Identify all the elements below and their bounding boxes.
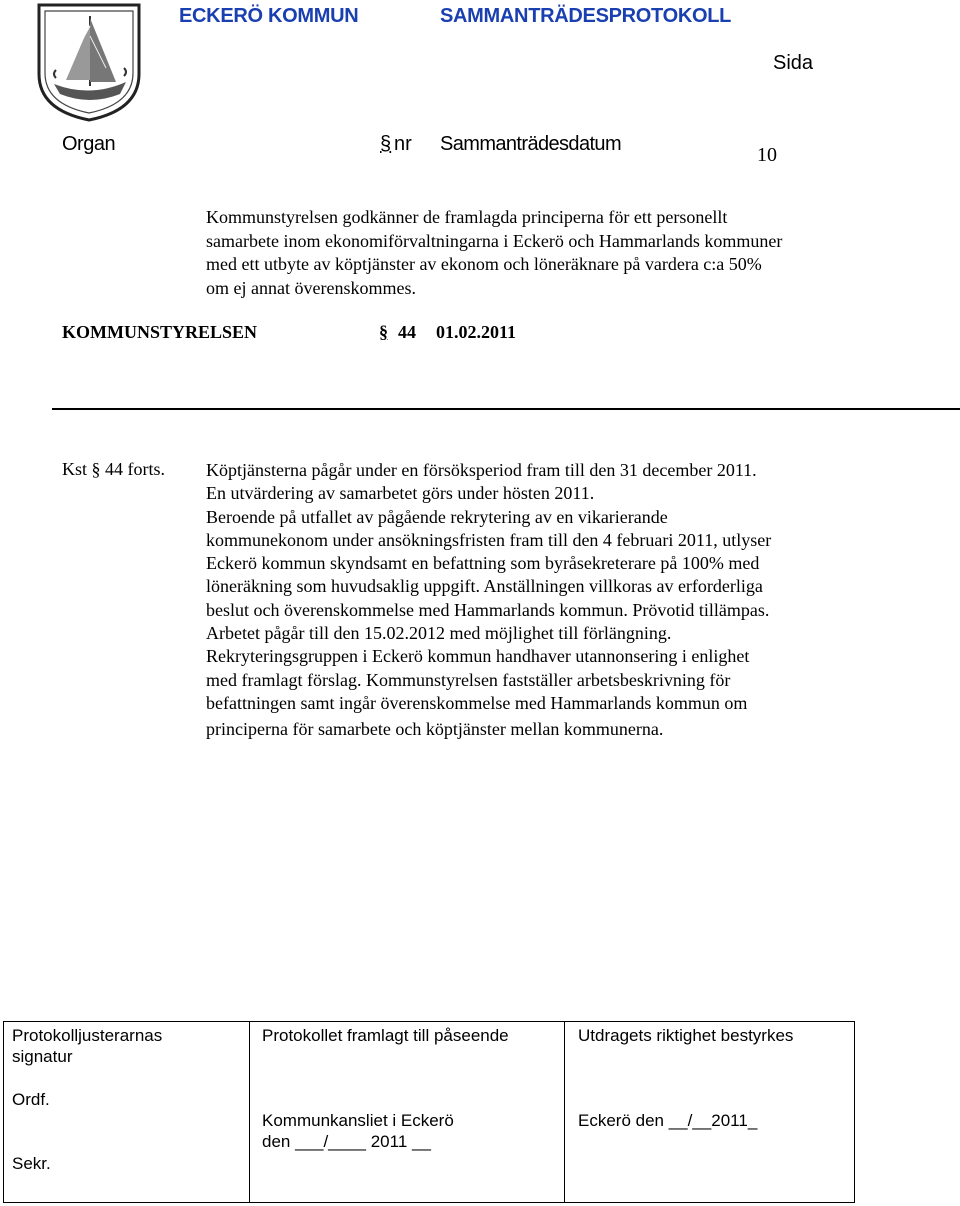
entry-number: 44: [398, 322, 416, 342]
table-divider: [249, 1022, 250, 1202]
continuation-suffix: 44 forts.: [105, 459, 166, 479]
body-line: beslut och överenskommelse med Hammarlands kommun. Prövotid tillämpas.: [206, 599, 770, 620]
document-type-title: SAMMANTRÄDESPROTOKOLL: [440, 5, 732, 27]
signature-table: [3, 1021, 855, 1203]
body-line: med ett utbyte av köptjänster av ekonom och löneräknare på vardera c:a 50%: [206, 254, 762, 274]
body-line: Rekryteringsgruppen i Eckerö kommun handhaver utannonsering i enlighet: [206, 646, 750, 667]
footer-posted-date: den ___/____ 2011 __: [262, 1132, 431, 1151]
body-line: En utvärdering av samarbetet görs under hösten 2011.: [206, 483, 595, 504]
table-divider: [564, 1022, 565, 1202]
body-line: befattningen samt ingår överenskommelse med Hammarlands kommun om: [206, 692, 748, 713]
footer-adjusters-title-2: signatur: [12, 1047, 73, 1066]
previous-section-body: [206, 206, 906, 300]
body-line: principerna för samarbete och köptjänster mellan kommunerna.: [206, 719, 664, 740]
body-line: Eckerö kommun skyndsamt en befattning som byråsekreterare på 100% med: [206, 553, 760, 574]
body-line: Kommunstyrelsen godkänner de framlagda principerna för ett personellt: [206, 207, 728, 227]
body-line: kommunekonom under ansökningsfristen fram till den 4 februari 2011, utlyser: [206, 529, 772, 550]
continuation-section-sign: §: [91, 459, 101, 479]
footer-certified-date: Eckerö den __/__2011_: [578, 1111, 758, 1130]
entry-date: 01.02.2011: [436, 322, 517, 342]
footer-secretary-label: Sekr.: [12, 1154, 51, 1173]
body-line: om ej annat överenskommes.: [206, 277, 416, 298]
body-line: Köptjänsterna pågår under en försöksperiod fram till den 31 december 2011.: [206, 460, 757, 480]
footer-posted-title: Protokollet framlagt till påseende: [262, 1026, 509, 1045]
body-line: samarbete inom ekonomiförvaltningarna i Eckerö och Hammarlands kommuner: [206, 230, 783, 251]
page-label: Sida: [773, 52, 814, 74]
body-line: Arbetet pågår till den 15.02.2012 med möjlighet till förlängning.: [206, 623, 672, 644]
section-divider: [52, 408, 960, 410]
page-number: 10: [757, 144, 777, 166]
column-nr: nr: [394, 133, 412, 155]
continuation-prefix: Kst: [62, 459, 88, 479]
coat-of-arms-logo: [36, 2, 142, 122]
body-line: Beroende på utfallet av pågående rekrytering av en vikarierande: [206, 506, 668, 527]
continuation-body: [206, 459, 946, 742]
footer-chair-label: Ordf.: [12, 1090, 50, 1109]
footer-adjusters-title: Protokolljusterarnas: [12, 1026, 163, 1045]
municipality-title: ECKERÖ KOMMUN: [179, 5, 359, 27]
body-line: med framlagt förslag. Kommunstyrelsen fastställer arbetsbeskrivning för: [206, 669, 731, 690]
entry-section-sign: §: [379, 322, 388, 342]
entry-organ: KOMMUNSTYRELSEN: [62, 322, 258, 342]
column-organ: Organ: [62, 133, 116, 155]
footer-posted-place: Kommunkansliet i Eckerö: [262, 1111, 454, 1130]
continuation-label: [62, 459, 165, 480]
footer-certified-title: Utdragets riktighet bestyrkes: [578, 1026, 794, 1045]
column-date: Sammanträdesdatum: [440, 133, 622, 155]
column-section-sign: §: [380, 133, 392, 155]
body-line: löneräkning som huvudsaklig uppgift. Anställningen villkoras av erforderliga: [206, 576, 763, 597]
